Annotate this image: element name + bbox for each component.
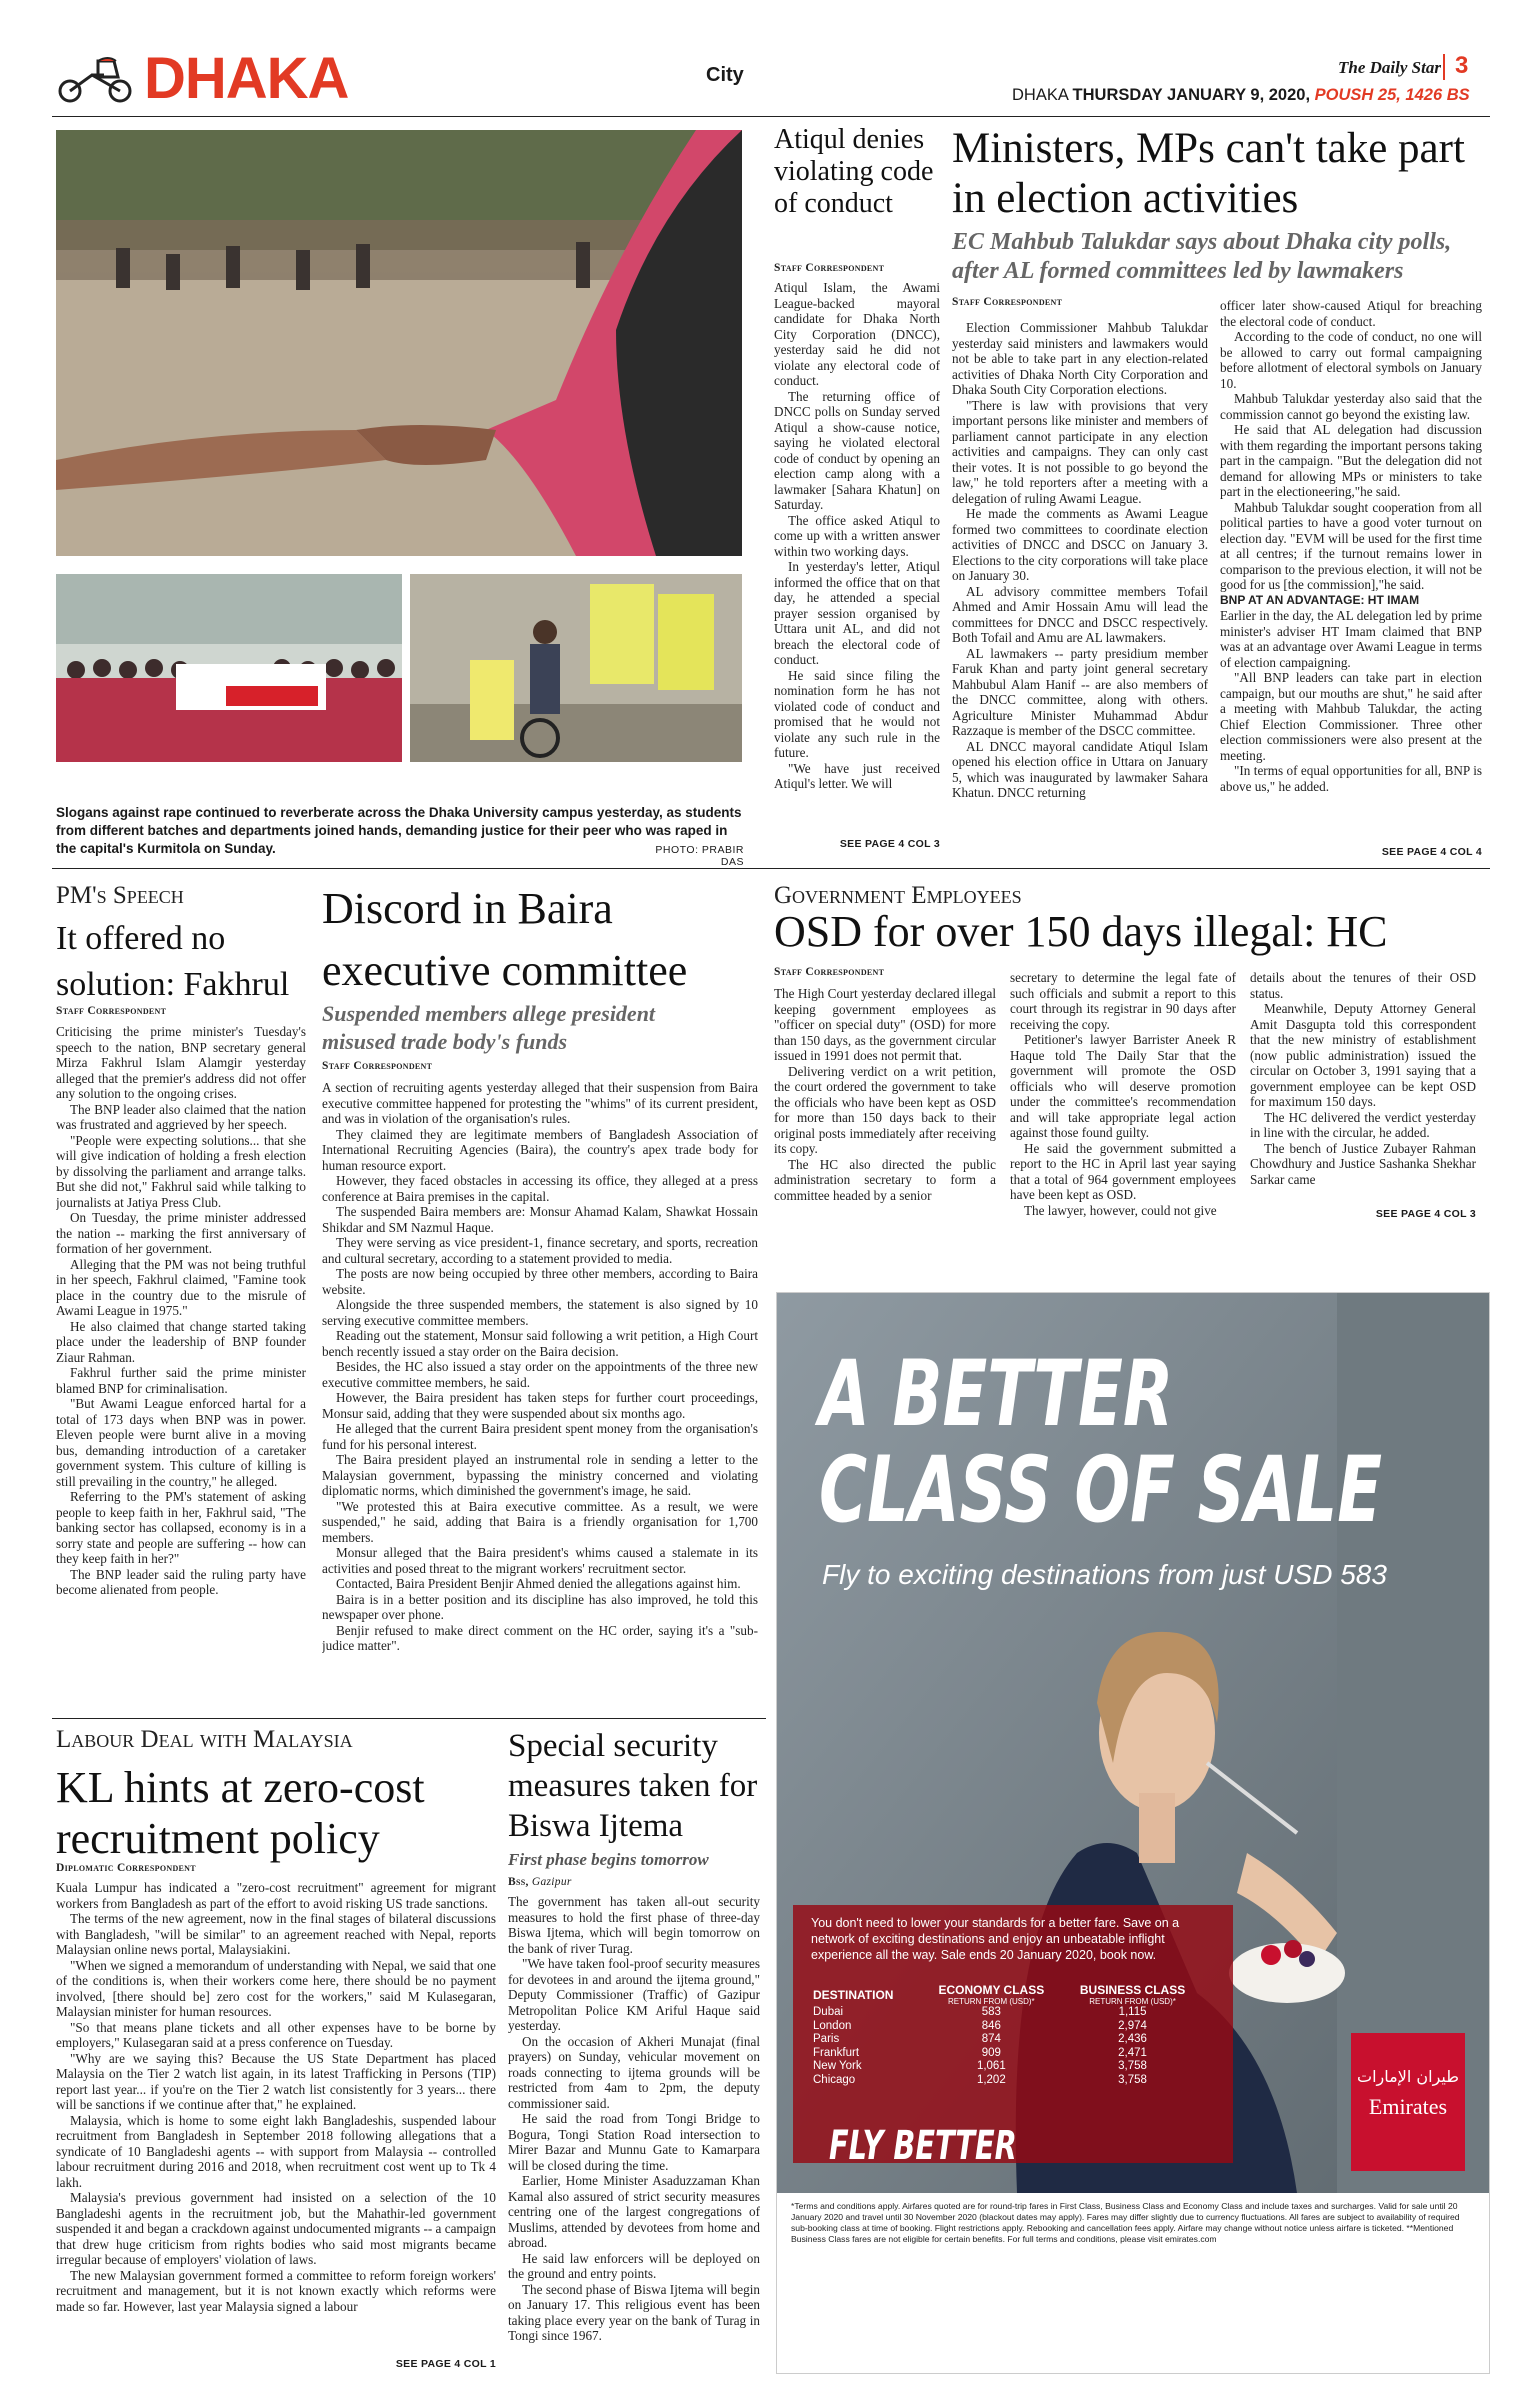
fakhrul-byline: Staff Correspondent [56, 1005, 167, 1017]
ministers-c1-p6: AL DNCC mayoral candidate Atiqul Islam opened his election office in Uttara on January 5, which was inaugurated by lawmaker Sahara Khatun. DNCC returning [952, 738, 1208, 800]
main-photo-holding-hands [56, 130, 742, 556]
masthead-logo[interactable] [52, 48, 352, 110]
ministers-byline: Staff Correspondent [952, 296, 1063, 308]
fakhrul-kicker: PM's Speech [56, 882, 184, 909]
osd-c3-p1: details about the tenures of their OSD status. [1250, 970, 1476, 1001]
atiqul-p4: In yesterday's letter, Atiqul informed the office that on that day, he attended a special prayer session organised by Uttara unit AL, and did not breach the electoral code of conduct. [774, 559, 940, 667]
ministers-c1-p4: AL advisory committee members Tofail Ahmed and Amir Hossain Amu will lead the committees for DNCC and DSCC respectively. Both Tofail and Amu are AL lawmakers. [952, 583, 1208, 645]
fakhrul-p6: He also claimed that change started taking place under the leadership of BNP founder Ziaur Rahman. [56, 1318, 306, 1365]
ad-headline-line2: CLASS OF SALE [819, 1438, 1383, 1543]
baira-p1: A section of recruiting agents yesterday alleged that their suspension from Baira executive committee happened for protesting the "whims" of its current president, and was in violation of the organisation's rules. [322, 1080, 758, 1126]
baira-p7: Alongside the three suspended members, the statement is also signed by 10 serving executive committee members. [322, 1297, 758, 1328]
kl-p2: The terms of the new agreement, now in the final stages of bilateral discussions with Bangladesh, "will be similar" to an agreement reached with Nepal, reports Malaysian online news portal, Malaysiakini. [56, 1911, 496, 1957]
fakhrul-p1: Criticising the prime minister's Tuesday's speech to the nation, BNP secretary general Mirza Fakhrul Islam Alamgir yesterday alleged that the premier's address did not offer any solution to the ongoing crises. [56, 1024, 306, 1101]
osd-byline: Staff Correspondent [774, 966, 885, 978]
osd-c1-p1: The High Court yesterday declared illegal keeping government employees as "officer on special duty" (OSD) for more than 150 days, as the government circular issued in 1991 does not permit that. [774, 986, 996, 1063]
ministers-col2 [1220, 298, 1482, 844]
osd-c2-p4: The lawyer, however, could not give [1024, 1202, 1217, 1218]
atiqul-jump[interactable]: SEE PAGE 4 COL 3 [839, 838, 940, 850]
ad-blurb: You don't need to lower your standards for a better fare. Save on a network of exciting destinations and enjoy an unbeatable inflight experience all the way. Sale ends 20 January 2020, book now. [811, 1916, 1180, 1962]
osd-c2-p2: Petitioner's lawyer Barrister Aneek R Haque told The Daily Star that the government will promote the OSD officials who will deserve promotion under the committee's recommendation and will take appropriate legal action against those found guilty. [1010, 1032, 1236, 1140]
atiqul-p6: "We have just received Atiqul's letter. We will [774, 760, 940, 791]
ministers-subhead: BNP AT AN ADVANTAGE: HT IMAM [1220, 592, 1420, 607]
atiqul-byline: Staff Correspondent [774, 262, 885, 274]
emirates-logo[interactable] [1351, 2033, 1465, 2171]
dateline [1012, 86, 1472, 105]
kl-headline: KL hints at zero-cost recruitment policy [56, 1763, 425, 1863]
fakhrul-body [56, 1024, 306, 1704]
ijtema-deck: First phase begins tomorrow [508, 1850, 709, 1869]
ministers-c1-p1: Election Commissioner Mahbub Talukdar yesterday said ministers and lawmakers would not be able to take part in any election-related activities of Dhaka North City Corporation and Dhaka South City Corporation elections. [952, 320, 1208, 397]
masthead-rule [52, 116, 1490, 117]
ijtema-p6: He said law enforcers will be deployed on the ground and entry points. [508, 2250, 760, 2281]
emirates-wordmark: Emirates [1368, 2094, 1448, 2119]
baira-p4: The suspended Baira members are: Monsur Ahamad Kalam, Shawkat Hossain Shikdar and SM Nazmul Haque. [322, 1204, 758, 1235]
ad-fine-print: *Terms and conditions apply. Airfares quoted are for round-trip fares in First Class, Business Class and Economy Class and include taxes and surcharges. Valid for sale until 20 January 2020 and travel until 30 November 2020 (blackout dates may apply). Fares may differ slightly due to currency fluctuations. All fares are subject to availability of required sub-booking class at time of booking. Flight restrictions apply. Rebooking and cancellation fees apply. Airfare may change without notice unless airfare is ticketed. **Mentioned Business Class fares are not eligible for certain benefits. For full terms and conditions, please visit emirates.com [791, 2201, 1460, 2244]
baira-p12: The Baira president played an instrumental role in sending a letter to the Malaysian government, bypassing the ministry concerned and violating diplomatic norms, which diminished the government's image, he said. [322, 1452, 758, 1498]
ijtema-p2: "We have taken fool-proof security measures for devotees in and around the ijtema ground," Deputy Commissioner (Traffic) of Gazipur Metropolitan Police KM Ariful Haque said yesterday. [508, 1956, 760, 2033]
baira-p16: Baira is in a better position and its discipline has also improved, he told this newspaper over phone. [322, 1591, 758, 1622]
ministers-jump[interactable]: SEE PAGE 4 COL 4 [1381, 846, 1482, 858]
osd-c2-p1: secretary to determine the legal fate of such officials and submit a report to this court through its registrar in 90 days after receiving the copy. [1010, 970, 1236, 1032]
ijtema-p5: Earlier, Home Minister Asaduzzaman Khan Kamal also assured of strict security measures centring one of the largest congregations of Muslims, attended by devotees from home and abroad. [508, 2173, 760, 2250]
atiqul-headline: Atiqul denies violating code of conduct [774, 124, 934, 219]
ministers-c2-p3: Mahbub Talukdar yesterday also said that the commission cannot go beyond the existing law. [1220, 391, 1482, 422]
baira-p13: "We protested this at Baira executive committee. As a result, we were suspended," he said, adding that Baira is a friendly organisation for 1,700 members. [322, 1498, 758, 1545]
ijtema-p1: The government has taken all-out security measures to hold the first phase of three-day Biswa Ijtema, which will begin tomorrow on the bank of river Turag. [508, 1894, 760, 1956]
section-label: City [706, 64, 744, 86]
ad-hero-image [777, 1293, 1490, 2193]
osd-col2 [1010, 970, 1236, 1218]
baira-p8: Reading out the statement, Monsur said following a writ petition, a High Court bench recently issued a stay order on the Baira decision. [322, 1328, 758, 1359]
osd-kicker: Government Employees [774, 882, 1022, 909]
ministers-c1-p2: "There is law with provisions that very important persons like minister and members of parliament cannot participate in any election activities and campaigns. They can only cast their votes. It is not possible to go beyond the law," he told reporters after a meeting with a delegation of ruling Awami League. [952, 397, 1208, 506]
fare-header-destination: DESTINATION [813, 1987, 894, 2002]
ministers-deck: EC Mahbub Talukdar says about Dhaka city polls, after AL formed committees led by lawmakers [952, 229, 1452, 284]
ministers-c2-p1: officer later show-caused Atiqul for breaching the electoral code of conduct. [1220, 298, 1482, 329]
photo-human-chain [56, 574, 402, 762]
osd-jump[interactable]: SEE PAGE 4 COL 3 [1375, 1208, 1476, 1220]
ministers-c2-p4: He said that AL delegation had discussion with them regarding the important persons taking part in the campaign. "But the delegation did not demand for allowing MPs or ministers to take part in the electioneering,"he said. [1220, 422, 1482, 499]
dateline-city: DHAKA [1012, 86, 1068, 104]
ijtema-body [508, 1894, 760, 2378]
baira-p10: However, the Baira president has taken steps for further court proceedings, Monsur said, adding that they were suspended about six months ago. [322, 1390, 758, 1421]
baira-p6: The posts are now being occupied by three other members, according to Baira website. [322, 1266, 758, 1297]
fare-row: New York 1,061 3,758 [813, 2060, 1147, 2072]
osd-c3-p4: The bench of Justice Zubayer Rahman Chowdhury and Justice Sashanka Shekhar Sarkar came [1250, 1140, 1476, 1187]
ministers-c2-p2: According to the code of conduct, no one will be allowed to carry out formal campaigning before allotment of electoral symbols on January 10. [1220, 329, 1482, 391]
ijtema-p3: On the occasion of Akheri Munajat (final prayers) on Sunday, vehicular movement on roads connecting to ijtema grounds will be restricted from 4am to 2pm, the deputy commissioner said. [508, 2033, 760, 2111]
osd-c1-p2: Delivering verdict on a writ petition, the court ordered the government to take the officials who have been kept as OSD for more than 150 days back to their original posts immediately after receiving its copy. [774, 1063, 996, 1156]
baira-byline: Staff Correspondent [322, 1060, 433, 1072]
baira-p15: Contacted, Baira President Benjir Ahmed denied the allegations against him. [336, 1576, 741, 1591]
ministers-c2-p8: "In terms of equal opportunities for all, BNP is above us," he added. [1220, 763, 1482, 794]
dateline-bengali: POUSH 25, 1426 BS [1314, 86, 1470, 104]
masthead-divider [1443, 54, 1445, 80]
osd-headline: OSD for over 150 days illegal: HC [774, 907, 1388, 956]
ad-subline: Fly to exciting destinations from just USD 583 [822, 1559, 1387, 1590]
fakhrul-p8: "But Awami League enforced hartal for a total of 173 days when BNP was in power. Eleven people were burnt alive in a moving bus, demanding introduction of a caretaker government system. This culture of killing is still prevailing in the country," he alleged. [56, 1396, 306, 1489]
fare-header-business: BUSINESS CLASS RETURN FROM (USD)* [1079, 1983, 1186, 2006]
kl-p6: Malaysia, which is home to some eight lakh Bangladeshis, suspended labour recruitment from Bangladesh in September 2018 following allegations that a syndicate of 10 Bangladeshi agents -- with support from Malaysia -- controlled labour recruitment during 2016 and 2018, when recruitment cost went up to Tk 4 lakh. [56, 2112, 496, 2190]
osd-col3 [1250, 970, 1476, 1202]
photo-caption: Slogans against rape continued to reverberate across the Dhaka University campus yesterday, as students from different batches and departments joined hands, demanding justice for their peer who was raped in the capital's Kurmitola on Sunday. [56, 805, 742, 856]
emirates-arabic-wordmark: طيران الإمارات [1357, 2067, 1459, 2086]
baira-p17: Benjir refused to make direct comment on the HC order, saying it's a "sub-judice matter". [322, 1622, 758, 1653]
baira-p11: He alleged that the current Baira president spent money from the organisation's fund for his personal interest. [322, 1421, 758, 1452]
fare-row: London 846 2,974 [813, 2019, 1147, 2032]
baira-p2: They claimed they are legitimate members of Bangladesh Association of International Recruiting Agencies (Baira), the country's apex trade body for human resource export. [322, 1126, 758, 1173]
fakhrul-p5: Alleging that the PM was not being truthful in her speech, Fakhrul claimed, "Famine took place in the country due to the misrule of Awami League in 1975." [56, 1256, 306, 1318]
ministers-headline: Ministers, MPs can't take part in election activities [952, 125, 1465, 222]
ad-headline-line1: A BETTER [819, 1342, 1174, 1447]
ijtema-headline: Special security measures taken for Biswa Ijtema [508, 1728, 758, 1844]
ijtema-byline-place: Gazipur [531, 1876, 572, 1888]
kl-jump[interactable]: SEE PAGE 4 COL 1 [395, 2358, 496, 2370]
logo-wordmark: DHAKA [144, 46, 349, 111]
fakhrul-p4: On Tuesday, the prime minister addressed the nation -- marking the first anniversary of formation of her government. [56, 1210, 306, 1256]
ministers-c2-p7: "All BNP leaders can take part in election campaign, but our mouths are shut," he said after a meeting with Mahbub Talukdar, the acting Chief Election Commissioner. Three other election commissioners were also present at the meeting. [1220, 670, 1482, 763]
osd-c1-p3: The HC also directed the public administration secretary to form a committee headed by a senior [774, 1156, 996, 1203]
baira-p14: Monsur alleged that the Baira president's whims caused a stalemate in its activities and posed threat to the migrant workers' recruitment sector. [322, 1545, 758, 1576]
kl-body [56, 1880, 496, 2354]
ijtema-byline-agency: Bss, [508, 1876, 529, 1888]
fakhrul-p3: "People were expecting solutions... that she will give indication of holding a fresh election by dissolving the parliament and arrange talks. But she did not," Fakhrul said while talking to journalists at Jatiya Press Club. [56, 1132, 306, 1210]
ijtema-p4: He said the road from Tongi Bridge to Bogura, Tongi Station Road intersection to Mirer Bazar and Munnu Gate to Kamarpara will be closed during the time. [508, 2111, 760, 2173]
kl-p1: Kuala Lumpur has indicated a "zero-cost recruitment" agreement for migrant workers from Bangladesh as part of the effort to avoid risking US trade sanctions. [56, 1880, 496, 1911]
baira-headline: Discord in Baira executive committee [322, 884, 688, 995]
fakhrul-p7: Fakhrul further said the prime minister blamed BNP for criminalisation. [56, 1365, 306, 1396]
ad-headline [819, 1342, 1383, 1543]
emirates-advertisement[interactable] [776, 1292, 1490, 2374]
kl-p7: Malaysia's previous government had insisted on a selection of the 10 Bangladeshi agents in the recruitment job, but the Mahathir-led government suspended it and began a crackdown against undocumented migrants -- a campaign that drew huge criticism from rights bodies who said most migrants became irregular because of employers' violation of laws. [56, 2190, 496, 2267]
photo-credit: PHOTO: PRABIR DAS [655, 844, 744, 868]
fare-row: Chicago 1,202 3,758 [813, 2073, 1147, 2086]
ministers-col1 [952, 320, 1208, 842]
section-rule-bottom [52, 1718, 766, 1719]
fakhrul-p9: Referring to the PM's statement of asking people to keep faith in her, Fakhrul said, "The banking sector has collapsed, economy is in a sorry state and people are suffering -- how can they keep faith in her?" [56, 1489, 306, 1566]
osd-c3-p3: The HC delivered the verdict yesterday in line with the circular, he added. [1250, 1109, 1476, 1140]
baira-body [322, 1080, 758, 1700]
section-rule-top [52, 868, 1490, 869]
photo-protest-placards [410, 574, 742, 762]
fare-row: Paris 874 2,436 [813, 2033, 1147, 2045]
fakhrul-headline: It offered no solution: Fakhrul [56, 920, 290, 1003]
baira-p3: However, they faced obstacles in accessing its office, they alleged at a press conference at Baira premises in the capital. [322, 1173, 758, 1204]
atiqul-p1: Atiqul Islam, the Awami League-backed mayoral candidate for Dhaka North City Corporation (DNCC), yesterday said he did not violate any electoral code of conduct. [774, 280, 940, 388]
fakhrul-p2: The BNP leader also claimed that the nation was frustrated and aggrieved by her speech. [56, 1101, 306, 1132]
kl-kicker: Labour Deal with Malaysia [56, 1726, 353, 1753]
atiqul-body [774, 280, 940, 828]
kl-p4: "So that means plane tickets and all other expenses have to be borne by employers," Kulasegaran said at a press conference on Tuesday. [56, 2019, 496, 2050]
kl-p3: "When we signed a memorandum of understanding with Nepal, we said that one of the conditions is, when their workers come here, there should be no payment involved, [there should be] zero cost for the workers," said M Kulasegaran, Malaysian minister for human resources. [56, 1957, 496, 2019]
ministers-c1-p5: AL lawmakers -- party presidium member Faruk Khan and party joint general secretary Mahbubul Alam Hanif -- are also members of the DNCC committee, along with others. Agriculture Minister Muhammad Abdur Razzaque is member of the DSCC committee. [952, 645, 1208, 738]
osd-col1 [774, 986, 996, 1218]
paper-name: The Daily Star [1338, 58, 1441, 77]
ministers-c2-p6: Earlier in the day, the AL delegation led by prime minister's adviser HT Imam claimed that BNP was at an advantage over Awami League in terms of election campaigning. [1220, 608, 1482, 670]
fare-row: Frankfurt 909 2,471 [813, 2046, 1147, 2059]
ministers-c2-p5: Mahbub Talukdar sought cooperation from all political parties to have a good voter turnout on election day. "EVM will be used for the first time at all centres; if the turnout remains lower in comparison to the previous election, it will not be good for us [the commission],"he said. [1220, 499, 1482, 592]
osd-c2-p3: He said the government submitted a report to the HC in April last year saying that a total of 964 government employees have been kept as OSD. [1010, 1140, 1236, 1202]
fare-table [813, 1983, 1203, 2087]
kl-p5: "Why are we saying this? Because the US State Department has placed Malaysia on the Tier 2 watch list again, in its latest Trafficking in Persons (TIP) report last year... if you're on the Tier 2 watch list consistently for 3 years... there will be sanctions if we continue after that," he explained. [56, 2050, 496, 2112]
ad-tagline: FLY BETTER [829, 2123, 1017, 2169]
ministers-c1-p3: He made the comments as Awami League formed two committees to coordinate election activities of DNCC and DSCC on January 3. Elections to the city corporations will take place on January 30. [952, 506, 1208, 583]
atiqul-p5: He said since filing the nomination form he has not violated code of conduct and promised that he would not violate any such rule in the future. [774, 667, 940, 760]
rickshaw-icon [52, 55, 138, 103]
ijtema-byline [508, 1876, 572, 1888]
atiqul-p3: The office asked Atiqul to come up with a written answer within two working days. [774, 512, 940, 559]
kl-byline: Diplomatic Correspondent [56, 1862, 196, 1874]
dateline-date: THURSDAY JANUARY 9, 2020, [1072, 86, 1311, 104]
baira-p5: They were serving as vice president-1, finance secretary, and sports, recreation and cultural secretary, according to a statement provided to media. [322, 1235, 758, 1266]
atiqul-p2: The returning office of DNCC polls on Sunday served Atiqul a show-cause notice, saying he violated electoral code of conduct by opening an election camp along with a lawmaker [Sahara Khatun] on Saturday. [774, 388, 940, 512]
osd-c3-p2: Meanwhile, Deputy Attorney General Amit Dasgupta told this correspondent that the new ministry of establishment (now public administration) issued the circular on October 3, 1991 saying that a government employee can be kept OSD for maximum 150 days. [1250, 1001, 1476, 1109]
kl-p8: The new Malaysian government formed a committee to reform foreign workers' recruitment and management, but it is not known exactly which reforms were made so far. However, last year Malaysia signed a labour [56, 2267, 496, 2314]
fare-row: Dubai 583 1,115 [813, 2006, 1147, 2018]
fakhrul-p10: The BNP leader said the ruling party have become alienated from people. [56, 1566, 306, 1597]
baira-p9: Besides, the HC also issued a stay order on the appointments of the three new executive committee members, he said. [322, 1359, 758, 1390]
baira-deck: Suspended members allege president misused trade body's funds [322, 1001, 656, 1054]
page-number: 3 [1455, 52, 1469, 79]
fare-header-economy: ECONOMY CLASS RETURN FROM (USD)* [938, 1983, 1045, 2006]
ijtema-p7: The second phase of Biswa Ijtema will begin on January 17. This religious event has been taking place every year on the bank of Turag in Tongi since 1967. [508, 2281, 760, 2343]
